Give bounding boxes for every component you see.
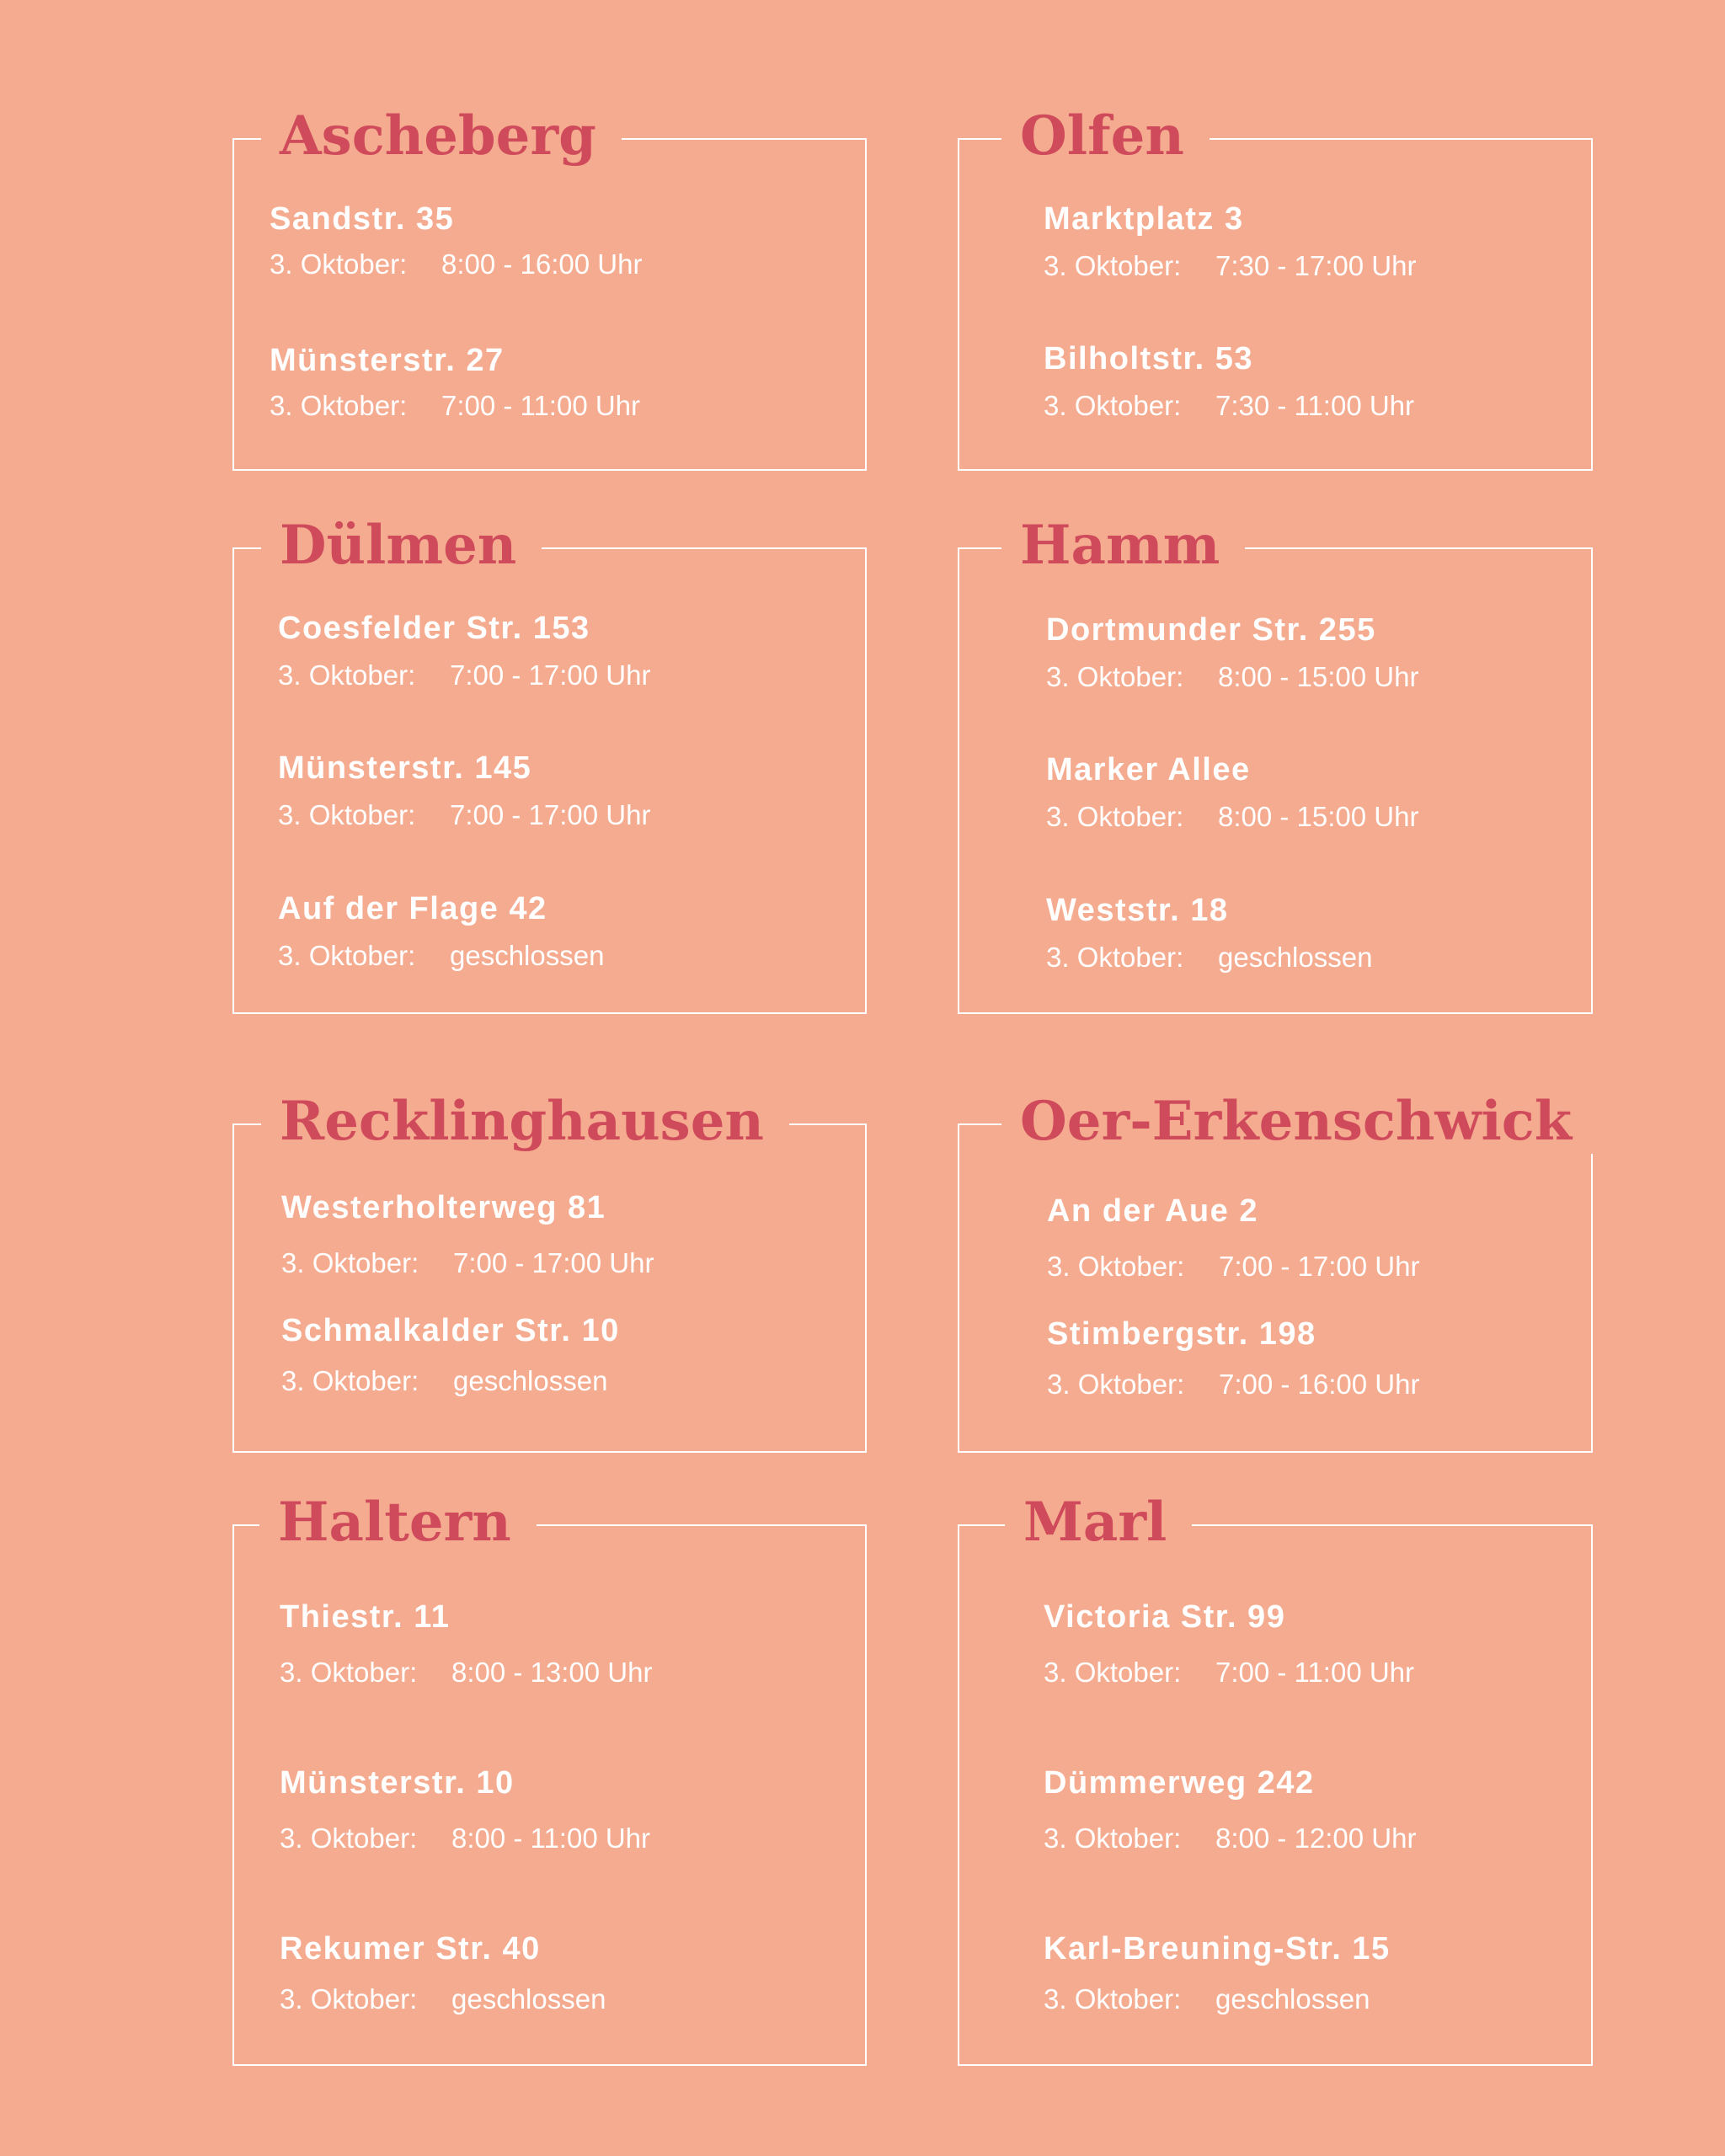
location-item bbox=[281, 1189, 654, 1280]
opening-hours: 3. Oktober: 7:00 - 17:00 Uhr bbox=[278, 799, 651, 830]
location-item bbox=[280, 1764, 650, 1855]
street-address: Münsterstr. 10 bbox=[280, 1765, 515, 1801]
location-item bbox=[1044, 1598, 1414, 1689]
opening-hours: 3. Oktober: 8:00 - 15:00 Uhr bbox=[1046, 661, 1419, 692]
city-title: Hamm bbox=[1001, 514, 1245, 578]
location-item bbox=[278, 750, 650, 832]
opening-hours: 3. Oktober: 7:00 - 17:00 Uhr bbox=[1047, 1251, 1420, 1282]
street-address: Dümmerweg 242 bbox=[1044, 1765, 1315, 1801]
location-item bbox=[270, 342, 640, 423]
location-item bbox=[1044, 340, 1414, 423]
location-item bbox=[1046, 892, 1372, 974]
location-item bbox=[1047, 1193, 1419, 1283]
street-address: Coesfelder Str. 153 bbox=[278, 611, 590, 646]
opening-hours: 3. Oktober: 8:00 - 11:00 Uhr bbox=[280, 1822, 651, 1854]
location-item bbox=[280, 1930, 606, 2016]
location-item bbox=[278, 610, 650, 692]
street-address: Dortmunder Str. 255 bbox=[1046, 612, 1376, 648]
opening-hours: 3. Oktober: 7:00 - 17:00 Uhr bbox=[281, 1247, 654, 1278]
street-address: An der Aue 2 bbox=[1047, 1193, 1258, 1229]
location-item bbox=[1044, 200, 1416, 283]
opening-hours: 3. Oktober: 8:00 - 13:00 Uhr bbox=[280, 1657, 653, 1688]
city-title: Marl bbox=[1005, 1491, 1192, 1555]
street-address: Münsterstr. 27 bbox=[270, 343, 505, 378]
opening-hours: 3. Oktober: geschlossen bbox=[1044, 1983, 1370, 2015]
city-box-haltern bbox=[232, 1491, 867, 2066]
street-address: Weststr. 18 bbox=[1046, 893, 1229, 928]
street-address: Münsterstr. 145 bbox=[278, 750, 532, 786]
opening-hours: 3. Oktober: 8:00 - 15:00 Uhr bbox=[1046, 801, 1419, 832]
opening-hours: 3. Oktober: geschlossen bbox=[280, 1983, 606, 2015]
street-address: Auf der Flage 42 bbox=[278, 891, 547, 926]
city-box-ascheberg bbox=[232, 104, 867, 471]
street-address: Bilholtstr. 53 bbox=[1044, 341, 1254, 376]
opening-hours: 3. Oktober: 7:30 - 11:00 Uhr bbox=[1044, 390, 1415, 421]
street-address: Rekumer Str. 40 bbox=[280, 1931, 541, 1967]
street-address: Sandstr. 35 bbox=[270, 201, 455, 237]
city-box-hamm bbox=[958, 514, 1593, 1014]
location-item bbox=[281, 1312, 620, 1398]
street-address: Westerholterweg 81 bbox=[281, 1190, 606, 1225]
opening-hours: 3. Oktober: geschlossen bbox=[281, 1365, 608, 1396]
city-title: Olfen bbox=[1001, 104, 1210, 168]
city-box-recklinghausen bbox=[232, 1090, 867, 1453]
opening-hours: 3. Oktober: 8:00 - 16:00 Uhr bbox=[270, 248, 643, 280]
city-title: Oer-Erkenschwick bbox=[1001, 1090, 1597, 1154]
opening-hours: 3. Oktober: 7:00 - 11:00 Uhr bbox=[270, 390, 641, 421]
opening-hours: 3. Oktober: 8:00 - 12:00 Uhr bbox=[1044, 1822, 1417, 1854]
street-address: Thiestr. 11 bbox=[280, 1599, 451, 1635]
street-address: Marker Allee bbox=[1046, 752, 1251, 787]
location-item bbox=[278, 890, 604, 973]
location-item bbox=[1046, 611, 1418, 694]
city-box-duelmen bbox=[232, 514, 867, 1014]
location-item bbox=[280, 1598, 652, 1689]
opening-hours: 3. Oktober: 7:00 - 16:00 Uhr bbox=[1047, 1369, 1420, 1400]
location-item bbox=[270, 200, 642, 281]
city-box-oer-erkenschwick bbox=[958, 1090, 1593, 1453]
city-box-marl bbox=[958, 1491, 1593, 2066]
city-title: Haltern bbox=[259, 1491, 537, 1555]
opening-hours: 3. Oktober: 7:30 - 17:00 Uhr bbox=[1044, 250, 1417, 281]
city-box-olfen bbox=[958, 104, 1593, 471]
location-item bbox=[1047, 1315, 1419, 1401]
street-address: Karl-Breuning-Str. 15 bbox=[1044, 1931, 1391, 1967]
street-address: Victoria Str. 99 bbox=[1044, 1599, 1286, 1635]
opening-hours: 3. Oktober: geschlossen bbox=[1046, 942, 1373, 973]
city-title: Ascheberg bbox=[261, 104, 622, 168]
city-title: Dülmen bbox=[261, 514, 542, 578]
location-item bbox=[1046, 751, 1418, 834]
street-address: Stimbergstr. 198 bbox=[1047, 1316, 1316, 1352]
street-address: Schmalkalder Str. 10 bbox=[281, 1313, 620, 1348]
street-address: Marktplatz 3 bbox=[1044, 201, 1244, 237]
opening-hours: 3. Oktober: 7:00 - 17:00 Uhr bbox=[278, 659, 651, 691]
location-item bbox=[1044, 1764, 1416, 1855]
city-title: Recklinghausen bbox=[261, 1090, 789, 1154]
opening-hours: 3. Oktober: geschlossen bbox=[278, 940, 605, 971]
opening-hours: 3. Oktober: 7:00 - 11:00 Uhr bbox=[1044, 1657, 1415, 1688]
location-item bbox=[1044, 1930, 1391, 2016]
